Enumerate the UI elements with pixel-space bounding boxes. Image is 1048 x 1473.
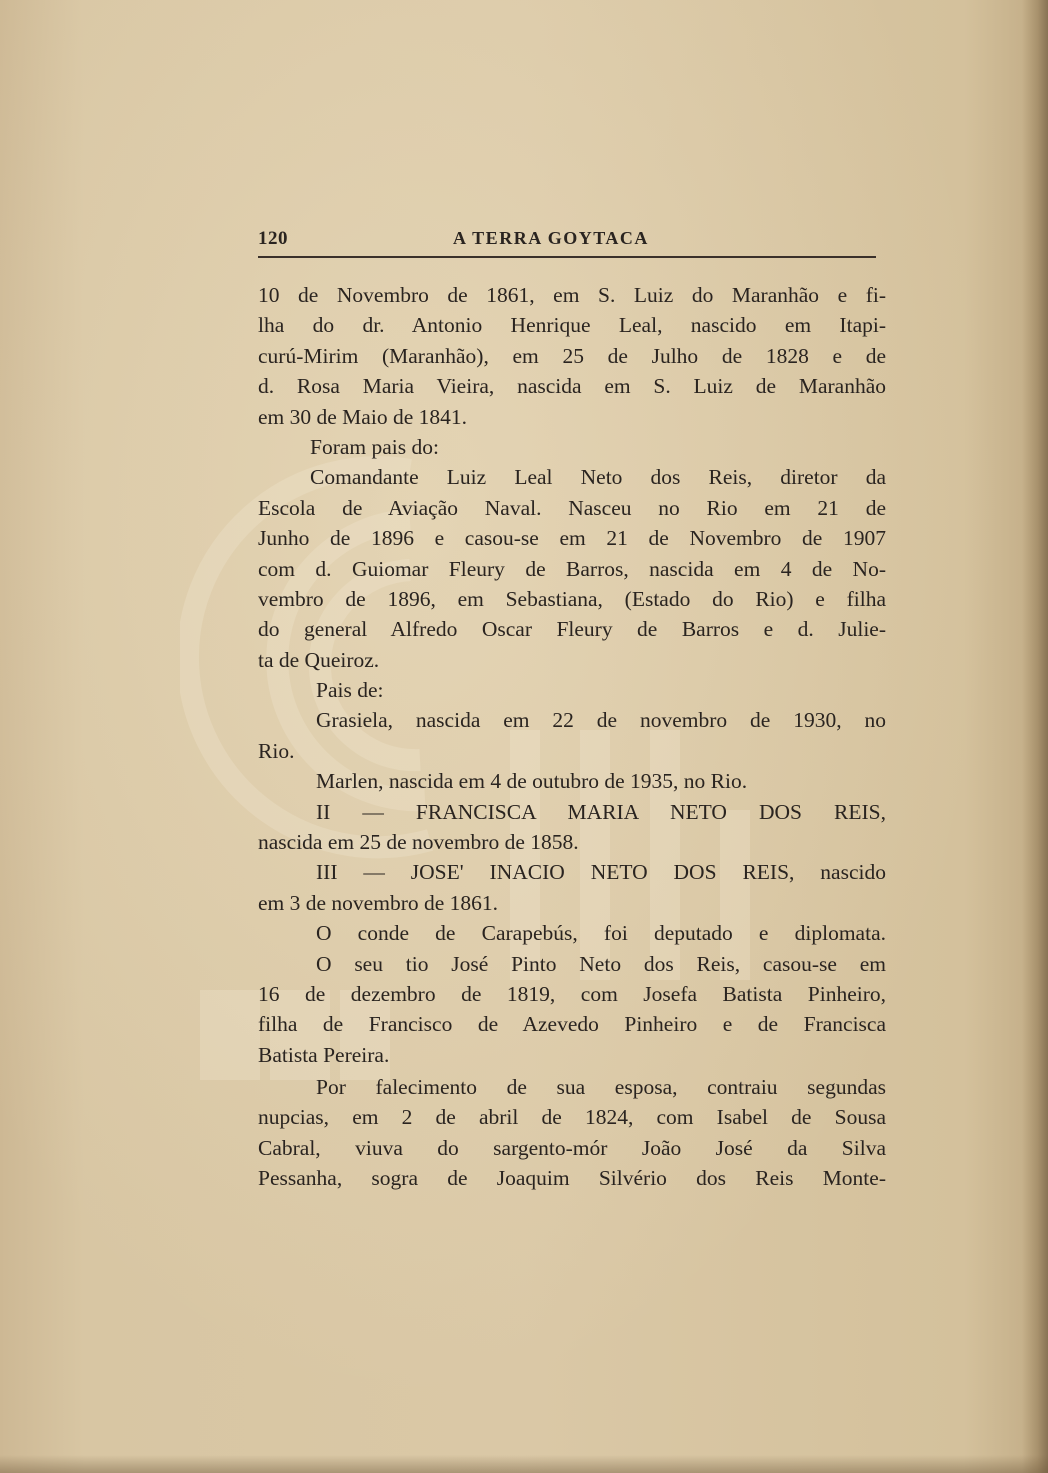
text-line: nupcias, em 2 de abril de 1824, com Isabel de Sousa [258, 1105, 886, 1130]
text-line: 16 de dezembro de 1819, com Josefa Batista Pinheiro, [258, 981, 886, 1006]
text-line: Marlen, nascida em 4 de outubro de 1935, no Rio. [316, 769, 748, 794]
page-number: 120 [258, 228, 288, 249]
page-edge-shadow [1022, 0, 1048, 1473]
text-line: Escola de Aviação Naval. Nasceu no Rio em 21 de [258, 495, 886, 520]
text-line: com d. Guiomar Fleury de Barros, nascida em 4 de No- [258, 556, 886, 581]
text-line: curú-Mirim (Maranhão), em 25 de Julho de 1828 e de [258, 343, 886, 368]
text-line: Batista Pereira. [258, 1042, 390, 1067]
body-text [258, 280, 886, 1193]
page-bottom-shadow [0, 1455, 1048, 1473]
text-line: ta de Queiroz. [258, 647, 380, 672]
text-line: Junho de 1896 e casou-se em 21 de Novembro de 1907 [258, 526, 886, 551]
text-line: em 3 de novembro de 1861. [258, 890, 499, 915]
text-line: 10 de Novembro de 1861, em S. Luiz do Maranhão e fi- [258, 283, 886, 307]
text-line: vembro de 1896, em Sebastiana, (Estado do Rio) e filha [258, 586, 886, 611]
text-line: do general Alfredo Oscar Fleury de Barros e d. Julie- [258, 617, 886, 642]
text-line: Cabral, viuva do sargento-mór João José da Silva [258, 1135, 886, 1160]
text-line: Foram pais do: [310, 434, 439, 459]
text-line: Rio. [258, 738, 295, 763]
text-line: O conde de Carapebús, foi deputado e diplomata. [316, 921, 886, 946]
text-line: Pessanha, sogra de Joaquim Silvério dos Reis Monte- [258, 1165, 886, 1190]
text-line: O seu tio José Pinto Neto dos Reis, casou-se em [316, 951, 886, 976]
text-line: Por falecimento de sua esposa, contraiu segundas [316, 1074, 886, 1099]
text-line: Grasiela, nascida em 22 de novembro de 1930, no [316, 708, 886, 733]
running-title: A TERRA GOYTACA [453, 228, 649, 248]
text-line: d. Rosa Maria Vieira, nascida em S. Luiz de Maranhão [258, 374, 886, 399]
page-header [258, 226, 876, 258]
text-line: em 30 de Maio de 1841. [258, 404, 467, 429]
text-line: nascida em 25 de novembro de 1858. [258, 830, 579, 855]
text-line: filha de Francisco de Azevedo Pinheiro e de Francisca [258, 1012, 886, 1037]
text-line: III — JOSE' INACIO NETO DOS REIS, nascido [316, 860, 886, 885]
text-line: lha do dr. Antonio Henrique Leal, nascido em Itapi- [258, 313, 886, 338]
text-line: Pais de: [316, 678, 384, 703]
text-line: II — FRANCISCA MARIA NETO DOS REIS, [316, 799, 886, 824]
text-line: Comandante Luiz Leal Neto dos Reis, diretor da [310, 465, 886, 490]
